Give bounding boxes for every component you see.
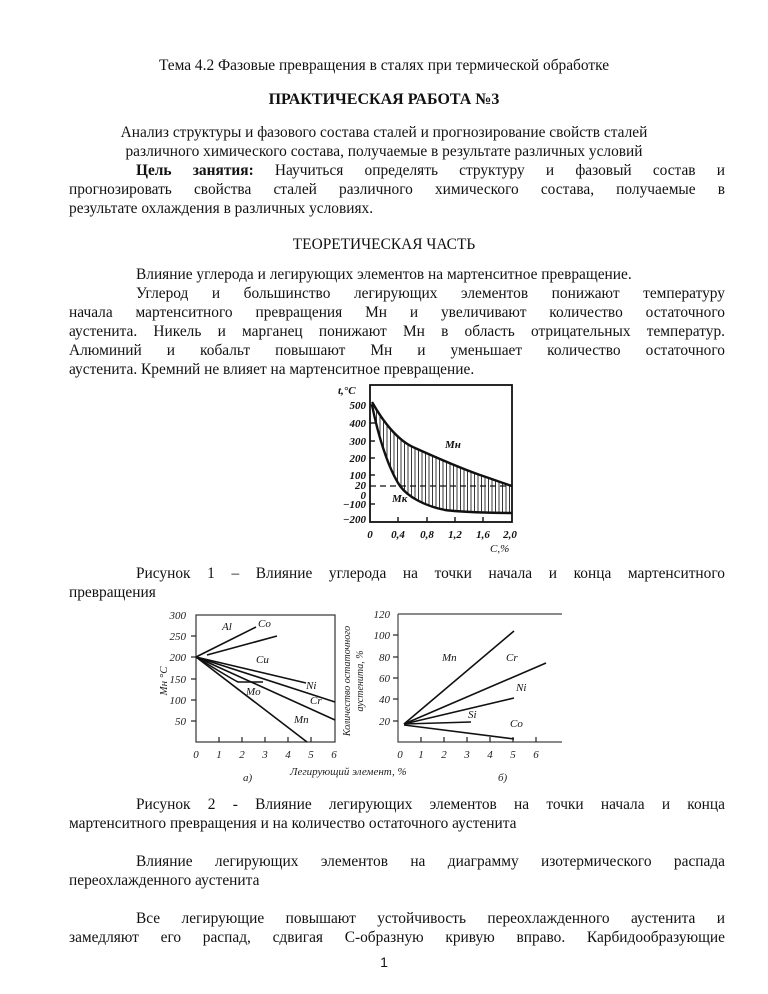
svg-text:300: 300 — [169, 610, 186, 622]
figure1-caption-line-1: Рисунок 1 – Влияние углерода на точки начала и конца мартенситного — [136, 565, 725, 582]
figure1-caption-line-2: превращения — [69, 584, 156, 601]
goal-label: Цель занятия: — [136, 162, 254, 179]
paragraph2-line-2: переохлажденного аустенита — [69, 872, 260, 889]
svg-text:1: 1 — [216, 749, 222, 761]
svg-text:20: 20 — [355, 480, 366, 492]
svg-text:3: 3 — [464, 749, 470, 761]
svg-text:3: 3 — [262, 749, 268, 761]
svg-text:Ni: Ni — [306, 680, 317, 692]
section-title: ТЕОРЕТИЧЕСКАЯ ЧАСТЬ — [292, 236, 476, 253]
paragraph3-line-2: замедляют его распад, сдвигая С-образную кривую вправо. Карбидообразующие — [69, 929, 725, 946]
svg-text:Co: Co — [510, 718, 523, 730]
svg-text:Мн °С: Мн °С — [158, 666, 170, 696]
svg-text:6: 6 — [533, 749, 539, 761]
svg-text:60: 60 — [379, 673, 390, 685]
page-title: ПРАКТИЧЕСКАЯ РАБОТА №3 — [268, 91, 500, 108]
svg-text:1: 1 — [418, 749, 424, 761]
svg-text:2: 2 — [441, 749, 447, 761]
svg-text:Mn: Mn — [442, 652, 457, 664]
svg-text:20: 20 — [379, 716, 390, 728]
paragraph1-line-5: аустенита. Кремний не влияет на мартенситное превращение. — [69, 361, 475, 378]
svg-text:5: 5 — [308, 749, 314, 761]
goal-line-3: результате охлаждения в различных условиях. — [69, 200, 374, 217]
svg-text:1,2: 1,2 — [448, 529, 462, 541]
goal-line-2: прогнозировать свойства сталей различного химического состава, получаемые в — [69, 181, 725, 198]
goal-line-1 — [69, 162, 725, 180]
svg-text:500: 500 — [349, 400, 366, 412]
svg-text:Al: Al — [222, 621, 232, 633]
svg-text:Количество остаточного: Количество остаточного — [342, 625, 353, 737]
svg-text:400: 400 — [349, 418, 366, 430]
topic-heading: Тема 4.2 Фазовые превращения в сталях при термической обработке — [158, 57, 610, 74]
paragraph1-line-2: начала мартенситного превращения Мн и увеличивают количество остаточного — [69, 304, 725, 321]
svg-text:Si: Si — [468, 709, 477, 721]
svg-text:80: 80 — [379, 652, 390, 664]
svg-text:100: 100 — [169, 695, 186, 707]
svg-text:200: 200 — [349, 453, 366, 465]
svg-text:аустенита, %: аустенита, % — [355, 650, 366, 712]
svg-text:0: 0 — [193, 749, 199, 761]
svg-text:Cr: Cr — [506, 652, 518, 664]
svg-text:−200: −200 — [342, 514, 366, 526]
figure2-label-a: а) — [243, 772, 253, 784]
svg-text:2,0: 2,0 — [503, 529, 517, 541]
svg-text:100: 100 — [349, 470, 366, 482]
svg-text:Мн: Мн — [445, 439, 461, 451]
svg-text:0: 0 — [367, 529, 373, 541]
svg-text:t,°C: t,°C — [338, 385, 356, 397]
svg-text:0,8: 0,8 — [420, 529, 434, 541]
svg-text:100: 100 — [373, 630, 390, 642]
svg-text:150: 150 — [169, 674, 186, 686]
figure2-caption-line-2: мартенситного превращения и на количество остаточного аустенита — [69, 815, 517, 832]
svg-text:4: 4 — [487, 749, 493, 761]
svg-text:0: 0 — [397, 749, 403, 761]
svg-text:50: 50 — [175, 716, 186, 728]
subtitle-line-2: различного химического состава, получаемые в результате различных условий — [125, 143, 643, 160]
svg-text:Cr: Cr — [310, 695, 322, 707]
subtitle-line-1: Анализ структуры и фазового состава сталей и прогнозирование свойств сталей — [120, 124, 648, 141]
paragraph1-line-4: Алюминий и кобальт повышают Мн и уменьшает количество остаточного — [69, 342, 725, 359]
svg-text:2: 2 — [239, 749, 245, 761]
svg-text:Mn: Mn — [294, 714, 309, 726]
paragraph1-line-1: Углерод и большинство легирующих элементов понижают температуру — [136, 285, 725, 302]
paragraph1-heading: Влияние углерода и легирующих элементов на мартенситное превращение. — [136, 266, 632, 283]
figure2-xlabel: Легирующий элемент, % — [290, 766, 407, 778]
svg-text:4: 4 — [285, 749, 291, 761]
svg-text:40: 40 — [379, 694, 390, 706]
svg-text:0,4: 0,4 — [391, 529, 405, 541]
svg-text:Мк: Мк — [392, 493, 408, 505]
paragraph2-line-1: Влияние легирующих элементов на диаграмму изотермического распада — [136, 853, 725, 870]
svg-text:Cu: Cu — [256, 654, 269, 666]
svg-text:200: 200 — [169, 652, 186, 664]
figure1-chart — [330, 380, 530, 560]
svg-text:Co: Co — [258, 618, 271, 630]
figure2-label-b: б) — [498, 772, 508, 784]
svg-text:0: 0 — [360, 490, 366, 502]
figure2-caption-line-1: Рисунок 2 - Влияние легирующих элементов на точки начала и конца — [136, 796, 725, 813]
page-number: 1 — [380, 954, 388, 970]
svg-text:Ni: Ni — [516, 682, 527, 694]
paragraph1-line-3: аустенита. Никель и марганец понижают Мн в область отрицательных температур. — [69, 323, 725, 340]
svg-text:120: 120 — [373, 609, 390, 621]
goal-text-1: Научиться определять структуру и фазовый состав и — [274, 162, 725, 179]
svg-text:Mo: Mo — [246, 686, 261, 698]
paragraph3-line-1: Все легирующие повышают устойчивость переохлажденного аустенита и — [136, 910, 725, 927]
svg-text:5: 5 — [510, 749, 516, 761]
figure2-chart — [150, 603, 570, 788]
svg-text:−100: −100 — [342, 499, 366, 511]
svg-text:300: 300 — [349, 436, 366, 448]
svg-text:250: 250 — [169, 631, 186, 643]
svg-text:6: 6 — [331, 749, 337, 761]
svg-text:С,%: С,% — [490, 543, 510, 555]
svg-text:1,6: 1,6 — [476, 529, 490, 541]
